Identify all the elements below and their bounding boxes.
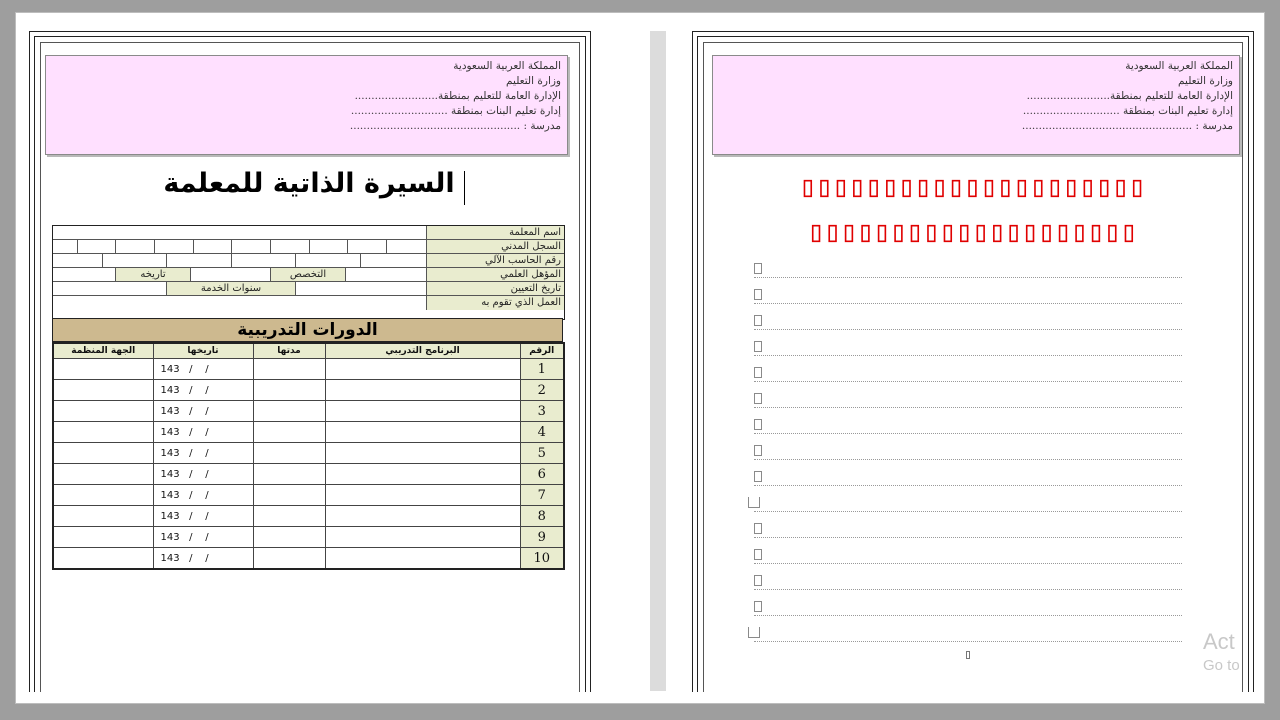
date-cell[interactable]: 143 / /	[153, 485, 253, 506]
table-row	[53, 443, 564, 464]
date-cell[interactable]: 143 / /	[153, 548, 253, 570]
duration-cell[interactable]	[253, 380, 325, 401]
header-kingdom: المملكة العربية السعودية	[453, 60, 561, 72]
table-row	[53, 380, 564, 401]
header-girls-admin: إدارة تعليم البنات بمنطقة .............................	[1022, 105, 1233, 117]
dotted-line[interactable]	[754, 421, 1182, 434]
duration-cell[interactable]	[253, 401, 325, 422]
page-gap	[650, 31, 666, 691]
date-cell[interactable]: 143 / /	[153, 401, 253, 422]
missing-glyph-box	[754, 419, 762, 430]
header-program: البرنامج التدريبي	[325, 343, 520, 359]
duration-cell[interactable]	[253, 464, 325, 485]
date-cell[interactable]: 143 / /	[153, 527, 253, 548]
label-service-years: سنوات الخدمة	[166, 282, 296, 295]
organizer-cell[interactable]	[53, 464, 153, 485]
dotted-line[interactable]	[754, 343, 1182, 356]
dotted-line[interactable]	[754, 603, 1182, 616]
duration-cell[interactable]	[253, 422, 325, 443]
label-civil-record: السجل المدني	[426, 240, 564, 253]
cv-title[interactable]: السيرة الذاتية للمعلمة	[163, 168, 455, 199]
header-organizer: الجهة المنظمة	[53, 343, 153, 359]
header-ministry: وزارة التعليم	[1178, 75, 1233, 87]
date-cell[interactable]: 143 / /	[153, 359, 253, 380]
header-kingdom: المملكة العربية السعودية	[1125, 60, 1233, 72]
missing-glyph-heading-2: ▯▯▯▯▯▯▯▯▯▯▯▯▯▯▯▯▯▯▯▯	[807, 214, 1137, 248]
row-number: 2	[520, 380, 564, 401]
header-school: مدرسة : ...................................................	[349, 120, 561, 132]
row-number: 9	[520, 527, 564, 548]
label-specialization: التخصص	[270, 268, 346, 281]
duration-cell[interactable]	[253, 506, 325, 527]
dotted-line[interactable]	[754, 369, 1182, 382]
table-row	[53, 506, 564, 527]
missing-glyph-box	[748, 627, 760, 638]
teacher-info-grid	[52, 225, 565, 320]
table-row	[53, 548, 564, 570]
activation-watermark-line1: Act	[1203, 629, 1235, 654]
date-cell[interactable]: 143 / /	[153, 443, 253, 464]
row-number: 5	[520, 443, 564, 464]
organizer-cell[interactable]	[53, 485, 153, 506]
duration-cell[interactable]	[253, 548, 325, 570]
dotted-line[interactable]	[754, 317, 1182, 330]
missing-glyph-box	[754, 523, 762, 534]
table-row	[53, 401, 564, 422]
missing-glyph-box	[754, 601, 762, 612]
program-cell[interactable]	[325, 443, 520, 464]
missing-glyph-box	[748, 497, 760, 508]
header-date: تاريخها	[153, 343, 253, 359]
table-row	[53, 359, 564, 380]
dotted-line[interactable]	[754, 577, 1182, 590]
program-cell[interactable]	[325, 401, 520, 422]
header-box-left	[45, 55, 568, 155]
program-cell[interactable]	[325, 422, 520, 443]
label-qualification: المؤهل العلمي	[426, 268, 564, 281]
date-cell[interactable]: 143 / /	[153, 380, 253, 401]
header-box-right	[712, 55, 1240, 155]
dotted-line[interactable]	[754, 291, 1182, 304]
missing-glyph-heading-1: ▯▯▯▯▯▯▯▯▯▯▯▯▯▯▯▯▯▯▯▯▯	[799, 169, 1145, 203]
organizer-cell[interactable]	[53, 527, 153, 548]
program-cell[interactable]	[325, 464, 520, 485]
row-number: 8	[520, 506, 564, 527]
missing-glyph-box	[754, 393, 762, 404]
duration-cell[interactable]	[253, 527, 325, 548]
program-cell[interactable]	[325, 548, 520, 570]
missing-glyph-box	[754, 445, 762, 456]
program-cell[interactable]	[325, 485, 520, 506]
label-appointment-date: تاريخ التعيين	[426, 282, 564, 295]
missing-glyph-box	[754, 367, 762, 378]
label-computer-number: رقم الحاسب الآلي	[426, 254, 564, 267]
program-cell[interactable]	[325, 506, 520, 527]
info-row-work	[53, 296, 564, 310]
label-current-work: العمل الذي تقوم به	[426, 296, 564, 310]
program-cell[interactable]	[325, 527, 520, 548]
header-duration: مدتها	[253, 343, 325, 359]
row-number: 4	[520, 422, 564, 443]
info-row-appointment	[53, 282, 564, 296]
organizer-cell[interactable]	[53, 422, 153, 443]
dotted-line[interactable]	[754, 265, 1182, 278]
missing-glyph-box	[754, 575, 762, 586]
row-number: 6	[520, 464, 564, 485]
dotted-line[interactable]	[754, 525, 1182, 538]
header-girls-admin: إدارة تعليم البنات بمنطقة .............................	[350, 105, 561, 117]
duration-cell[interactable]	[253, 443, 325, 464]
label-its-date: تاريخه	[115, 268, 191, 281]
date-cell[interactable]: 143 / /	[153, 422, 253, 443]
courses-header-row	[53, 343, 564, 359]
row-number: 3	[520, 401, 564, 422]
page-footer-glyph	[966, 651, 970, 659]
header-general-admin: الإدارة العامة للتعليم بمنطقة.........................	[1026, 90, 1233, 102]
missing-glyph-box	[754, 471, 762, 482]
courses-title: الدورات التدريبية	[52, 318, 563, 342]
table-row	[53, 464, 564, 485]
header-general-admin: الإدارة العامة للتعليم بمنطقة.........................	[354, 90, 561, 102]
organizer-cell[interactable]	[53, 359, 153, 380]
courses-table	[52, 342, 565, 570]
label-name: اسم المعلمة	[426, 226, 564, 239]
dotted-line[interactable]	[754, 395, 1182, 408]
dotted-line[interactable]	[754, 629, 1182, 642]
table-row	[53, 527, 564, 548]
program-cell[interactable]	[325, 359, 520, 380]
missing-glyph-box	[754, 341, 762, 352]
row-number: 7	[520, 485, 564, 506]
text-cursor	[464, 171, 465, 205]
date-cell[interactable]: 143 / /	[153, 506, 253, 527]
row-number: 10	[520, 548, 564, 570]
organizer-cell[interactable]	[53, 443, 153, 464]
info-row-qualification	[53, 268, 564, 282]
table-row	[53, 485, 564, 506]
table-row	[53, 422, 564, 443]
activation-watermark-line2: Go to	[1203, 657, 1240, 674]
duration-cell[interactable]	[253, 359, 325, 380]
info-row-civil	[53, 240, 564, 254]
organizer-cell[interactable]	[53, 548, 153, 570]
header-number: الرقم	[520, 343, 564, 359]
row-number: 1	[520, 359, 564, 380]
header-school: مدرسة : ...................................................	[1021, 120, 1233, 132]
dotted-line[interactable]	[754, 551, 1182, 564]
header-ministry: وزارة التعليم	[506, 75, 561, 87]
missing-glyph-box	[754, 289, 762, 300]
info-row-computer	[53, 254, 564, 268]
info-row-name	[53, 226, 564, 240]
missing-glyph-box	[754, 549, 762, 560]
date-cell[interactable]: 143 / /	[153, 464, 253, 485]
duration-cell[interactable]	[253, 485, 325, 506]
program-cell[interactable]	[325, 380, 520, 401]
dotted-line[interactable]	[754, 447, 1182, 460]
dotted-line[interactable]	[754, 473, 1182, 486]
organizer-cell[interactable]	[53, 380, 153, 401]
organizer-cell[interactable]	[53, 506, 153, 527]
missing-glyph-box	[754, 263, 762, 274]
dotted-line[interactable]	[754, 499, 1182, 512]
organizer-cell[interactable]	[53, 401, 153, 422]
missing-glyph-box	[754, 315, 762, 326]
